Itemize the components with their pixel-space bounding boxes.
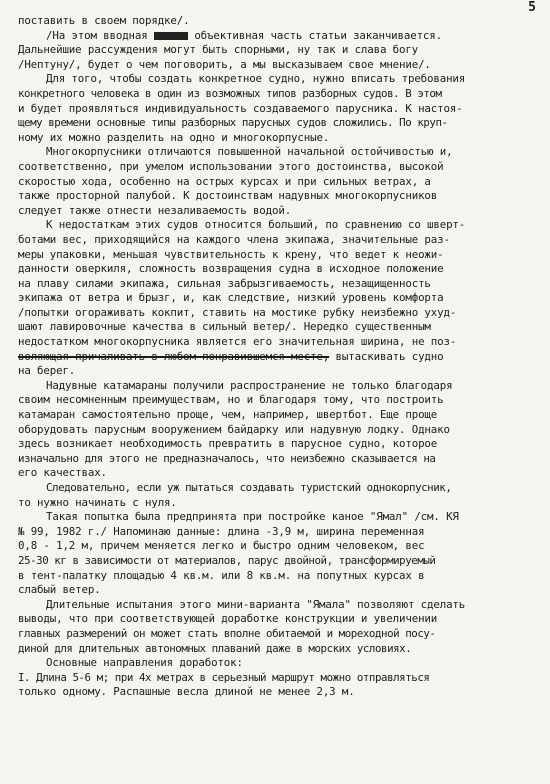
paragraph-directions: Основные направления доработок: bbox=[46, 656, 243, 670]
paragraph-multihull-disadvantages: К недостаткам этих судов относится больший, по сравнению со шверт- ботами вес, приходящийся на каждого члена экипажа, значительные раз- меры упаковки, меньшая чувствительность к крену, что ведет к неожи- данности оверкиля, сложность возвращения судна в исходное положение на плаву силами экипажа, сильная забрызгиваемость, незащищенность экипажа от ветра и брызг, и, как следствие, низкий уровень комфорта /попытки огораживать кокпит, ставить на мостике рубку неизбежно ухуд- шают лавировочные качества в сильный ветер/. Нередко существенным недостатком многокорпусника является его значительная ширина, не поз- воляющая причаливать в любом понравившемся месте, вытаскивать судно на берег. bbox=[18, 218, 466, 378]
struck-text: воляющая причаливать в любом понравившемся месте, bbox=[18, 349, 330, 363]
page-number: 5 bbox=[528, 0, 536, 15]
paragraph-yamal: Такая попытка была предпринята при постройке каное "Ямал" /см. КЯ № 99, 1982 г./ Напоминаю данные: длина -3,9 м, ширина переменная 0,8 - 1,2 м, причем меняется легко и быстро одним человеком, вес 25-30 кг в зависимости от материалов, парус двойной, трансформируемый в тент-палатку площадью 4 кв.м. или 8 кв.м. на попутных курсах в слабый ветер. bbox=[18, 510, 459, 597]
paragraph-conclusion: Следовательно, если уж пытаться создавать туристский однокорпусник, то нужно начинать с нуля. bbox=[18, 481, 452, 509]
redaction-mark bbox=[154, 32, 188, 40]
paragraph-item-1: I. Длина 5-6 м; при 4х метрах в серьезный маршрут можно отправляться только одному. Распашные весла длиной не менее 2,3 м. bbox=[18, 670, 430, 699]
text-line: поставить в своем порядке/. bbox=[18, 14, 190, 27]
paragraph-inflatable-catamarans: Надувные катамараны получили распространение не только благодаря своим несомненным преимуществам, но и благодаря тому, что построить катамаран самостоятельно проще, чем, например, швертбот. Еще проще оборудовать парусным вооружением байдарку или надувную лодку. Однако здесь возникает необходимость превратить в парусное судно, которое изначально для этого не предназначалось, что неизбежно сказывается на его качествах. bbox=[18, 378, 453, 480]
paragraph-intro-end: /На этом вводная объективная часть статьи заканчивается. Дальнейшие рассуждения могут быть спорными, ну так и слава богу /Нептуну/, будет о чем поговорить, а мы высказываем свое мнение/. bbox=[18, 28, 442, 71]
paragraph-multihull-advantages: Многокорпусники отличаются повышенной начальной остойчивостью и, соответственно, при умелом использовании этого достоинства, высокой скоростью хода, особенно на острых курсах и при сильных ветрах, а также просторной палубой. К достоинствам надувных многокорпусников следует также отнести незаливаемость водой. bbox=[18, 145, 453, 217]
paragraph-types: Для того, чтобы создать конкретное судно, нужно вписать требования конкретного человека в один из возможных типов разборных судов. В этом и будет проявляться индивидуальность создаваемого парусника. К настоя- щему времени основные типы разборных парусных судов сложились. По круп- ному их можно разделить на одно и многокорпусные. bbox=[18, 72, 466, 144]
paragraph-tests: Длительные испытания этого мини-варианта "Ямала" позволяют сделать выводы, что при соответствующей доработке конструкции и увеличении главных размерений он может стать вполне обитаемой и мореходной посу- диной для длительных автономных плаваний даже в морских условиях. bbox=[18, 597, 466, 655]
article-text bbox=[18, 14, 538, 700]
